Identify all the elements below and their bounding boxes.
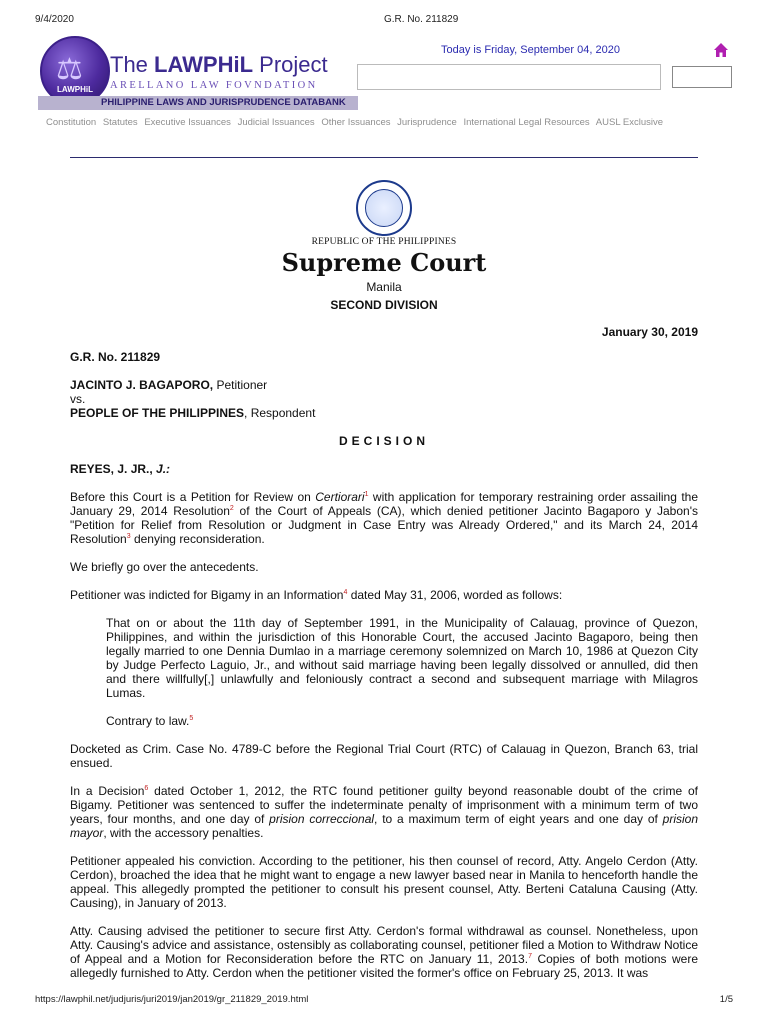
nav-jurisprudence[interactable]: Jurisprudence xyxy=(397,117,457,128)
foundation-name: ARELLANO LAW FOVNDATION xyxy=(110,80,318,91)
nav-constitution[interactable]: Constitution xyxy=(46,117,97,128)
ponente: REYES, J. JR., J.: xyxy=(70,462,171,476)
paragraph: Before this Court is a Petition for Review on Certiorari$^1$ with application for temporary restraining order assailing the January 29, 2014 Resolution$^2$ of the Court of Appeals (CA), which denied petitioner Jacinto Bagaporo y Jabon's "Petition for Relief from Resolution or Judgment in Case Entry was Already Ordered," and its March 24, 2014 Resolution$^3$ denying reconsideration. xyxy=(70,490,698,546)
nav-ausl-exclusive[interactable]: AUSL Exclusive xyxy=(595,117,664,128)
petitioner-name: JACINTO J. BAGAPORO, xyxy=(70,378,214,392)
header-divider xyxy=(70,157,698,158)
decision-date: January 30, 2019 xyxy=(601,325,698,339)
print-date: 9/4/2020 xyxy=(35,14,74,25)
home-icon[interactable] xyxy=(713,42,729,58)
paragraph: Atty. Causing advised the petitioner to secure first Atty. Cerdon's formal withdrawal as counsel. Nonetheless, upon Atty. Causing's advice and assistance, ostensibly as collaborating counsel, petitioner filed a Motion to Withdraw Notice of Appeal and a Motion for Reconsideration before the RTC on January 11, 2013.$^7$ Copies of both motions were allegedly furnished to Atty. Cerdon when the petitioner visited the former's office on February 25, 2013. It was xyxy=(70,924,699,980)
paragraph: In a Decision$^6$ dated October 1, 2012, the RTC found petitioner guilty beyond reasonable doubt of the crime of Bigamy. Petitioner was sentenced to suffer the indeterminate penalty of imprisonment with a minimum term of two years, four months, and one day of prision correccional, to a maximum term of eight years and one day of prision mayor, with the accessory penalties. xyxy=(70,784,699,840)
nav-judicial-issuances[interactable]: Judicial Issuances xyxy=(237,117,315,128)
court-heading: Supreme Court xyxy=(281,248,487,277)
court-city: Manila xyxy=(366,280,402,294)
decision-body xyxy=(70,350,698,994)
respondent-name: PEOPLE OF THE PHILIPPINES xyxy=(70,406,245,420)
print-title: G.R. No. 211829 xyxy=(384,14,459,25)
footnote-link[interactable]: 3 xyxy=(126,533,131,540)
nav-international-legal-resources[interactable]: International Legal Resources xyxy=(463,117,590,128)
footnote-link[interactable]: 6 xyxy=(144,785,149,792)
paragraph: We briefly go over the antecedents. xyxy=(70,560,259,574)
decision-heading: DECISION xyxy=(338,434,429,448)
versus: vs. xyxy=(70,392,86,406)
footnote-link[interactable]: 1 xyxy=(364,491,369,498)
page-number: 1/5 xyxy=(719,994,733,1005)
databank-banner: PHILIPPINE LAWS AND JURISPRUDENCE DATABANK xyxy=(38,96,358,110)
search-button[interactable] xyxy=(672,66,732,88)
footnote-link[interactable]: 4 xyxy=(343,589,348,596)
quoted-closing: Contrary to law.$^5$ xyxy=(106,714,194,728)
footnote-link[interactable]: 2 xyxy=(229,505,234,512)
quoted-information: That on or about the 11th day of September 1991, in the Municipality of Calauag, province of Quezon, Philippines, and within the jurisdiction of this Honorable Court, the accused Jacinto Bagaporo, being then legally married to one Dennia Dumlao in a marriage ceremony solemnized on March 10, 1986 at Quezon City by Judge Perfecto Laguio, Jr., and without said marriage having been legally dissolved or annulled, did then and there willfully[,] unlawfully and feloniously contract a second and subsequent marriage with Milagros Lumas. xyxy=(106,616,698,700)
today-date: Today is Friday, September 04, 2020 xyxy=(441,44,620,56)
main-nav xyxy=(46,117,667,128)
logo-label: LAWPHiL xyxy=(57,85,93,94)
scales-of-justice-icon: ⚖ xyxy=(56,53,83,86)
supreme-court-seal-icon xyxy=(356,180,412,236)
paragraph: Petitioner appealed his conviction. According to the petitioner, his then counsel of record, Atty. Angelo Cerdon (Atty. Cerdon), broached the idea that he might want to engage a new lawyer based near in Manila to henceforth handle the appeal. This allegedly prompted the petitioner to consult his present counsel, Atty. Berteni Cataluna Causing (Atty. Causing), in January of 2013. xyxy=(70,854,698,910)
case-parties: JACINTO J. BAGAPORO, Petitioner vs. PEOPLE OF THE PHILIPPINES, Respondent xyxy=(70,378,698,420)
paragraph: Docketed as Crim. Case No. 4789-C before the Regional Trial Court (RTC) of Calauag in Quezon, Branch 63, trial ensued. xyxy=(70,742,698,770)
search-input[interactable] xyxy=(357,64,661,90)
republic-heading: REPUBLIC OF THE PHILIPPINES xyxy=(311,237,457,247)
nav-other-issuances[interactable]: Other Issuances xyxy=(321,117,391,128)
case-number: G.R. No. 211829 xyxy=(70,350,161,364)
nav-statutes[interactable]: Statutes xyxy=(102,117,138,128)
footnote-link[interactable]: 7 xyxy=(528,953,532,960)
division-heading: SECOND DIVISION xyxy=(330,298,438,312)
paragraph: Petitioner was indicted for Bigamy in an Information$^4$ dated May 31, 2006, worded as follows: xyxy=(70,588,563,602)
site-brand[interactable]: The LAWPHiL Project xyxy=(110,52,328,77)
nav-executive-issuances[interactable]: Executive Issuances xyxy=(144,117,231,128)
footnote-link[interactable]: 5 xyxy=(189,715,194,722)
page-url: https://lawphil.net/judjuris/juri2019/jan2019/gr_211829_2019.html xyxy=(35,994,309,1005)
